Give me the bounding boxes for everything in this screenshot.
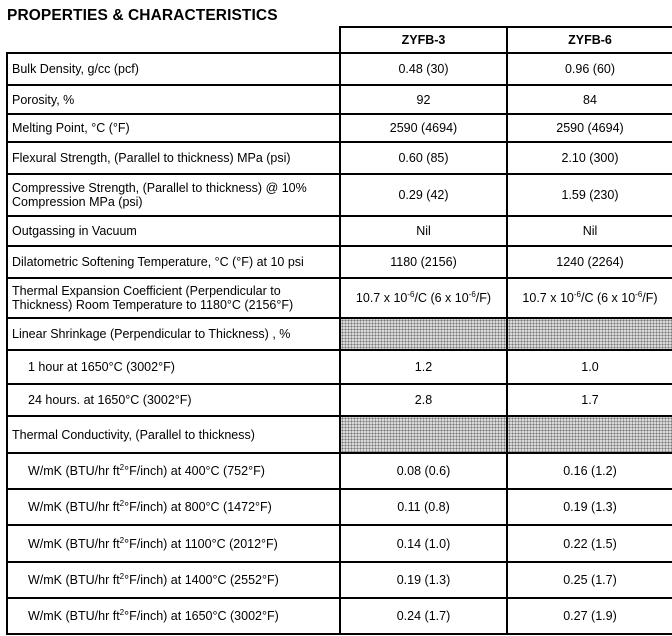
row-label: W/mK (BTU/hr $ft^2^\circ F/inch$) at 1650°C (3002°F) — [7, 598, 340, 634]
column-header-zyfb-3: ZYFB-3 — [340, 27, 507, 53]
table-row — [7, 416, 672, 453]
table-row — [7, 562, 672, 598]
row-label: W/mK (BTU/hr $ft^2^\circ F/inch$) at 1100°C (2012°F) — [7, 525, 340, 562]
table-row — [7, 453, 672, 489]
value-zyfb-6: 1.59 (230) — [507, 174, 672, 216]
table-row — [7, 216, 672, 246]
table-row — [7, 525, 672, 562]
row-label: Porosity, % — [7, 85, 340, 114]
row-label: Compressive Strength, (Parallel to thickness) @ 10% Compression MPa (psi) — [7, 174, 340, 216]
value-zyfb-3: 1.2 — [340, 350, 507, 384]
value-zyfb-6: 0.96 (60) — [507, 53, 672, 85]
value-zyfb-6: 1.0 — [507, 350, 672, 384]
value-zyfb-6: 0.19 (1.3) — [507, 489, 672, 525]
value-zyfb-3: 0.60 (85) — [340, 142, 507, 174]
shaded-cell — [507, 318, 672, 350]
value-zyfb-3: 92 — [340, 85, 507, 114]
table-row — [7, 114, 672, 142]
value-zyfb-3: 1180 (2156) — [340, 246, 507, 278]
value-zyfb-6: 0.27 (1.9) — [507, 598, 672, 634]
value-zyfb-6: 0.16 (1.2) — [507, 453, 672, 489]
row-label: Melting Point, °C (°F) — [7, 114, 340, 142]
value-zyfb-6: 2590 (4694) — [507, 114, 672, 142]
header-row — [7, 27, 672, 53]
row-label: Thermal Conductivity, (Parallel to thickness) — [7, 416, 340, 453]
table-row — [7, 85, 672, 114]
row-label: 24 hours. at 1650°C (3002°F) — [7, 384, 340, 416]
row-label: Bulk Density, g/cc (pcf) — [7, 53, 340, 85]
value-zyfb-6: 2.10 (300) — [507, 142, 672, 174]
value-zyfb-3: 0.19 (1.3) — [340, 562, 507, 598]
value-zyfb-3: 0.29 (42) — [340, 174, 507, 216]
table-row — [7, 318, 672, 350]
value-zyfb-3: 2.8 — [340, 384, 507, 416]
row-label: W/mK (BTU/hr $ft^2^\circ F/inch$) at 400°C (752°F) — [7, 453, 340, 489]
row-label: Flexural Strength, (Parallel to thickness) MPa (psi) — [7, 142, 340, 174]
table-row — [7, 142, 672, 174]
value-zyfb-6: 0.25 (1.7) — [507, 562, 672, 598]
value-zyfb-6: Nil — [507, 216, 672, 246]
value-zyfb-3: 0.24 (1.7) — [340, 598, 507, 634]
value-zyfb-6: 0.22 (1.5) — [507, 525, 672, 562]
column-header-zyfb-6: ZYFB-6 — [507, 27, 672, 53]
shaded-cell — [340, 318, 507, 350]
table-row — [7, 350, 672, 384]
table-row — [7, 174, 672, 216]
row-label: Thermal Expansion Coefficient (Perpendicular to Thickness) Room Temperature to 1180°C (2156°F) — [7, 278, 340, 318]
row-label: Linear Shrinkage (Perpendicular to Thickness) , % — [7, 318, 340, 350]
row-label: W/mK (BTU/hr $ft^2^\circ F/inch$) at 800°C (1472°F) — [7, 489, 340, 525]
value-zyfb-3: 0.08 (0.6) — [340, 453, 507, 489]
value-zyfb-6: 84 — [507, 85, 672, 114]
row-label: Outgassing in Vacuum — [7, 216, 340, 246]
shaded-cell — [507, 416, 672, 453]
table-row — [7, 246, 672, 278]
value-zyfb-3: 0.14 (1.0) — [340, 525, 507, 562]
table-row — [7, 53, 672, 85]
value-zyfb-3: Nil — [340, 216, 507, 246]
value-zyfb-6: 1.7 — [507, 384, 672, 416]
page-title: PROPERTIES & CHARACTERISTICS — [7, 7, 278, 24]
row-label: Dilatometric Softening Temperature, °C (°F) at 10 psi — [7, 246, 340, 278]
row-label: W/mK (BTU/hr $ft^2^\circ F/inch$) at 1400°C (2552°F) — [7, 562, 340, 598]
row-label: 1 hour at 1650°C (3002°F) — [7, 350, 340, 384]
table-row — [7, 278, 672, 318]
value-zyfb-6: 1240 (2264) — [507, 246, 672, 278]
value-zyfb-3: 10.7 x $10^{-6}/C$ (6 x $10^{-6}/F$) — [340, 278, 507, 318]
value-zyfb-3: 0.11 (0.8) — [340, 489, 507, 525]
properties-table — [6, 26, 672, 635]
header-blank-cell — [7, 27, 340, 53]
table-row — [7, 598, 672, 634]
value-zyfb-3: 2590 (4694) — [340, 114, 507, 142]
table-row — [7, 489, 672, 525]
table-row — [7, 384, 672, 416]
value-zyfb-3: 0.48 (30) — [340, 53, 507, 85]
shaded-cell — [340, 416, 507, 453]
value-zyfb-6: 10.7 x $10^{-6}/C$ (6 x $10^{-6}/F$) — [507, 278, 672, 318]
